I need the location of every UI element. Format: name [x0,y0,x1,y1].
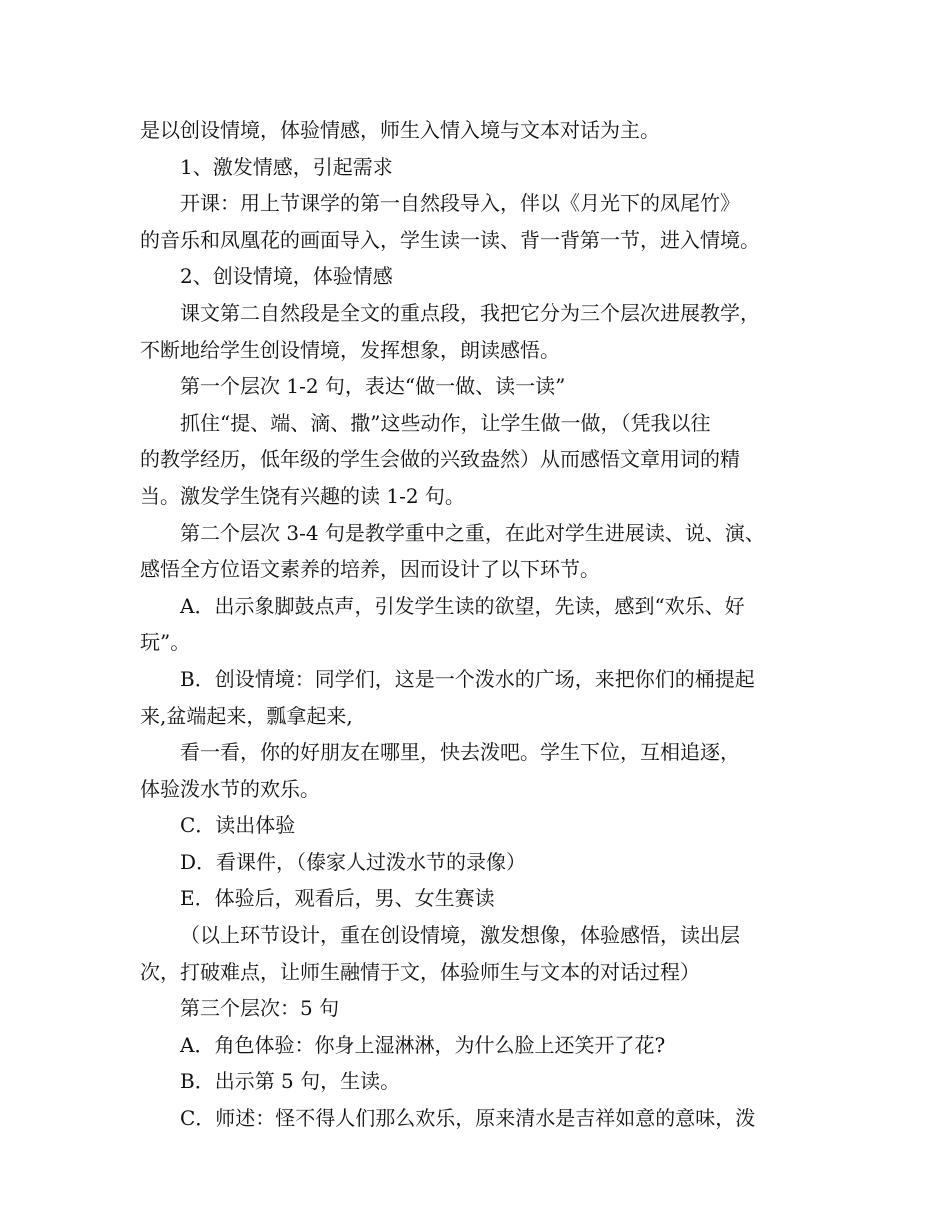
text-line: 第二个层次 3-4 句是教学重中之重，在此对学生进展读、说、演、 [180,520,765,545]
text-line: A．出示象脚鼓点声，引发学生读的欲望，先读，感到“欢乐、好 [180,593,745,618]
text-line: （以上环节设计，重在创设情境，激发想像，体验感悟，读出层 [180,923,740,948]
text-line: 感悟全方位语文素养的培养，因而设计了以下环节。 [140,557,600,582]
text-line: C．读出体验 [180,813,296,838]
text-line: A．角色体验：你身上湿淋淋，为什么脸上还笑开了花? [180,1032,666,1057]
text-line: 来,盆端起来，瓢拿起来, [140,703,353,728]
text-line: 玩”。 [140,630,191,655]
text-line: 抓住“提、端、滴、撒”这些动作，让学生做一做，（凭我以往 [180,410,711,435]
text-line: 当。激发学生饶有兴趣的读 1-2 句。 [140,483,465,508]
text-line: B．出示第 5 句，生读。 [180,1069,401,1094]
text-line: 2、创设情境，体验情感 [180,264,393,289]
text-line: E．体验后，观看后，男、女生赛读 [180,886,495,911]
text-line: 是以创设情境，体验情感，师生入情入境与文本对话为主。 [140,118,660,142]
text-line: 课文第二自然段是全文的重点段，我把它分为三个层次进展教学， [180,300,760,325]
text-line: 第三个层次：5 句 [180,996,340,1021]
text-line: 的教学经历，低年级的学生会做的兴致盎然）从而感悟文章用词的精 [140,447,740,472]
text-line: 1、激发情感，引起需求 [180,154,393,179]
text-line: 第一个层次 1-2 句，表达“做一做、读一读” [180,374,566,399]
text-line: 不断地给学生创设情境，发挥想象，朗读感悟。 [140,337,560,362]
text-line: 的音乐和凤凰花的画面导入，学生读一读、背一背第一节，进入情境。 [140,227,760,252]
text-line: 次，打破难点，让师生融情于文，体验师生与文本的对话过程） [140,959,700,984]
text-line: C．师述：怪不得人们那么欢乐，原来清水是吉祥如意的意味，泼 [180,1106,756,1131]
text-line: 体验泼水节的欢乐。 [140,776,320,801]
text-line: B．创设情境：同学们，这是一个泼水的广场，来把你们的桶提起 [180,666,755,691]
text-line: 开课：用上节课学的第一自然段导入，伴以《月光下的凤尾竹》 [180,191,740,216]
text-line: D．看课件，（傣家人过泼水节的录像） [180,849,527,874]
document-body [140,112,830,1137]
text-line: 看一看，你的好朋友在哪里，快去泼吧。学生下位，互相追逐， [180,740,740,765]
